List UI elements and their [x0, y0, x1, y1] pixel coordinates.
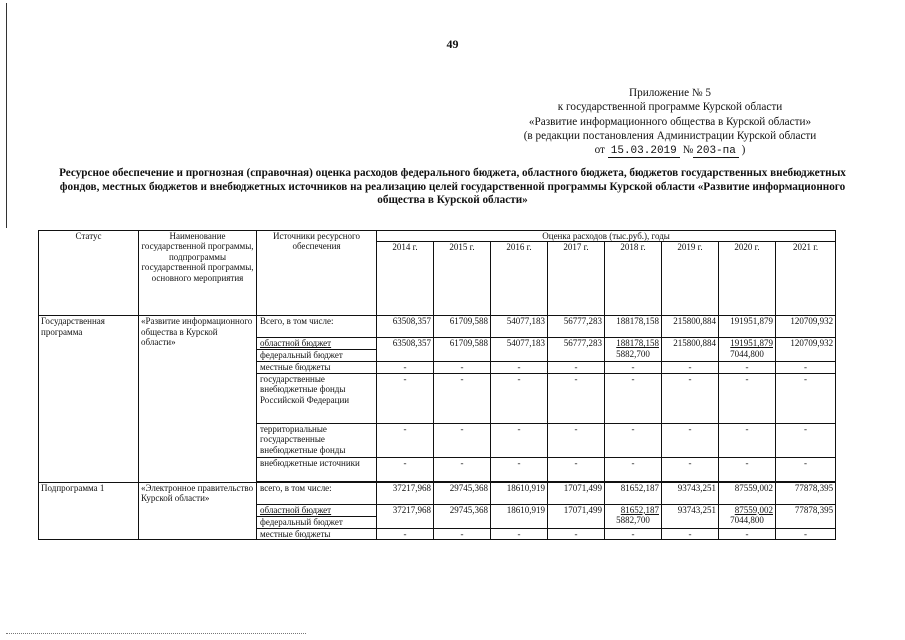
dash-cell: - — [776, 362, 836, 373]
value-federal: 7044,800 — [730, 348, 764, 359]
dash-cell: - — [377, 528, 434, 539]
value-cell: 54077,183 — [491, 316, 548, 338]
dash-cell: - — [776, 423, 836, 457]
dash-cell: - — [662, 457, 719, 481]
source-territorial-funds: территориальные государственные внебюджетные фонды — [257, 423, 377, 457]
dash-cell: - — [434, 373, 491, 423]
value-regional: 81652,187 — [620, 504, 659, 515]
year-header: 2016 г. — [491, 242, 548, 316]
header-sources: Источники ресурсного обеспечения — [257, 231, 377, 316]
dash-cell: - — [605, 362, 662, 373]
program-name: «Развитие информационного общества в Курской области» — [139, 316, 257, 482]
value-cell: 61709,588 — [434, 316, 491, 338]
value-cell: 63508,357 — [377, 316, 434, 338]
value-cell: 29745,368 — [434, 504, 491, 528]
dash-cell: - — [719, 362, 776, 373]
value-cell: 37217,968 — [377, 504, 434, 528]
dash-cell: - — [605, 373, 662, 423]
value-cell: 93743,251 — [662, 482, 719, 504]
subprogram-status: Подпрограмма 1 — [39, 482, 139, 539]
dash-cell: - — [377, 423, 434, 457]
appendix-header — [470, 86, 870, 158]
value-federal: 5882,700 — [616, 348, 650, 359]
year-header: 2021 г. — [776, 242, 836, 316]
program-status: Государственная программа — [39, 316, 139, 482]
resolution-number: 203-па — [693, 146, 739, 158]
value-cell: 215800,884 — [662, 316, 719, 338]
value-cell: 29745,368 — [434, 482, 491, 504]
dash-cell: - — [662, 423, 719, 457]
page-number: 49 — [446, 37, 459, 51]
number-label: № — [682, 144, 694, 157]
dash-cell: - — [548, 457, 605, 481]
value-cell: 188178,158 — [605, 316, 662, 338]
year-header: 2017 г. — [548, 242, 605, 316]
value-cell: 61709,588 — [434, 338, 491, 362]
source-state-funds: государственные внебюджетные фонды Российской Федерации — [257, 373, 377, 423]
dash-cell: - — [548, 528, 605, 539]
dash-cell: - — [776, 457, 836, 481]
value-cell: 215800,884 — [662, 338, 719, 362]
value-regional: 87559,002 — [734, 504, 773, 515]
dash-cell: - — [776, 373, 836, 423]
source-local-budgets: местные бюджеты — [257, 528, 377, 539]
dash-cell: - — [434, 457, 491, 481]
value-federal: 7044,800 — [730, 515, 764, 526]
appendix-line-4: (в редакции постановления Администрации Курской области — [523, 129, 817, 142]
dash-cell: - — [605, 423, 662, 457]
value-cell-pair — [719, 504, 776, 528]
source-federal-budget: федеральный бюджет — [257, 516, 377, 528]
dash-cell: - — [491, 373, 548, 423]
dash-cell: - — [377, 457, 434, 481]
value-cell: 77878,395 — [776, 482, 836, 504]
year-header: 2019 г. — [662, 242, 719, 316]
subprogram-name: «Электронное правительство Курской области» — [139, 482, 257, 539]
source-extra-budgetary: внебюджетные источники — [257, 457, 377, 481]
value-cell-pair — [719, 338, 776, 362]
value-cell: 77878,395 — [776, 504, 836, 528]
value-federal: 5882,700 — [616, 515, 650, 526]
value-cell: 93743,251 — [662, 504, 719, 528]
dash-cell: - — [491, 528, 548, 539]
header-estimate: Оценка расходов (тыс.руб.), годы — [377, 231, 836, 242]
value-cell: 17071,499 — [548, 504, 605, 528]
source-regional-budget: областной бюджет — [257, 338, 377, 350]
dash-cell: - — [662, 362, 719, 373]
year-header: 2015 г. — [434, 242, 491, 316]
source-local-budgets: местные бюджеты — [257, 362, 377, 373]
dash-cell: - — [719, 423, 776, 457]
dash-cell: - — [548, 373, 605, 423]
appendix-line-3: «Развитие информационного общества в Курской области» — [528, 115, 812, 128]
dash-cell: - — [491, 457, 548, 481]
year-header: 2020 г. — [719, 242, 776, 316]
appendix-line-1: Приложение № 5 — [629, 87, 711, 99]
value-cell: 87559,002 — [719, 482, 776, 504]
dash-cell: - — [434, 423, 491, 457]
appendix-line-2: к государственной программе Курской области — [557, 101, 783, 114]
source-total: всего, в том числе: — [257, 482, 377, 504]
value-cell: 18610,919 — [491, 504, 548, 528]
header-name: Наименование государственной программы, подпрограммы государственной программы, основного мероприятия — [139, 231, 257, 316]
dash-cell: - — [719, 373, 776, 423]
value-cell-pair — [605, 338, 662, 362]
resolution-date: 15.03.2019 — [608, 146, 680, 158]
document-title: Ресурсное обеспечение и прогнозная (справочная) оценка расходов федерального бюджета, областного бюджета, бюджетов государственных внебюджетных фондов, местных бюджетов и внебюджетных источников на реализацию целей государственной программы Курской области «Развитие информационного общества в Курской области» — [59, 167, 846, 207]
dash-cell: - — [548, 362, 605, 373]
dash-cell: - — [776, 528, 836, 539]
dash-cell: - — [662, 373, 719, 423]
closing-paren: ) — [741, 144, 746, 157]
source-regional-budget: областной бюджет — [257, 504, 377, 516]
value-cell: 81652,187 — [605, 482, 662, 504]
value-cell: 18610,919 — [491, 482, 548, 504]
scan-artifact-line — [6, 633, 306, 634]
value-cell: 54077,183 — [491, 338, 548, 362]
value-cell-pair — [605, 504, 662, 528]
source-federal-budget: федеральный бюджет — [257, 350, 377, 362]
value-cell: 191951,879 — [719, 316, 776, 338]
year-header: 2018 г. — [605, 242, 662, 316]
budget-table — [38, 230, 836, 540]
dash-cell: - — [434, 362, 491, 373]
dash-cell: - — [434, 528, 491, 539]
year-header: 2014 г. — [377, 242, 434, 316]
dash-cell: - — [548, 423, 605, 457]
header-status: Статус — [39, 231, 139, 316]
dash-cell: - — [662, 528, 719, 539]
dash-cell: - — [719, 457, 776, 481]
value-cell: 56777,283 — [548, 338, 605, 362]
value-cell: 63508,357 — [377, 338, 434, 362]
dash-cell: - — [377, 362, 434, 373]
value-cell: 120709,932 — [776, 338, 836, 362]
source-total: Всего, в том числе: — [257, 316, 377, 338]
dash-cell: - — [491, 362, 548, 373]
appendix-date-line — [470, 143, 870, 158]
dash-cell: - — [605, 528, 662, 539]
value-cell: 37217,968 — [377, 482, 434, 504]
value-regional: 188178,158 — [616, 338, 659, 349]
value-cell: 56777,283 — [548, 316, 605, 338]
from-label: от — [594, 144, 605, 157]
value-regional: 191951,879 — [730, 338, 773, 349]
dash-cell: - — [719, 528, 776, 539]
value-cell: 120709,932 — [776, 316, 836, 338]
value-cell: 17071,499 — [548, 482, 605, 504]
dash-cell: - — [605, 457, 662, 481]
dash-cell: - — [377, 373, 434, 423]
dash-cell: - — [491, 423, 548, 457]
